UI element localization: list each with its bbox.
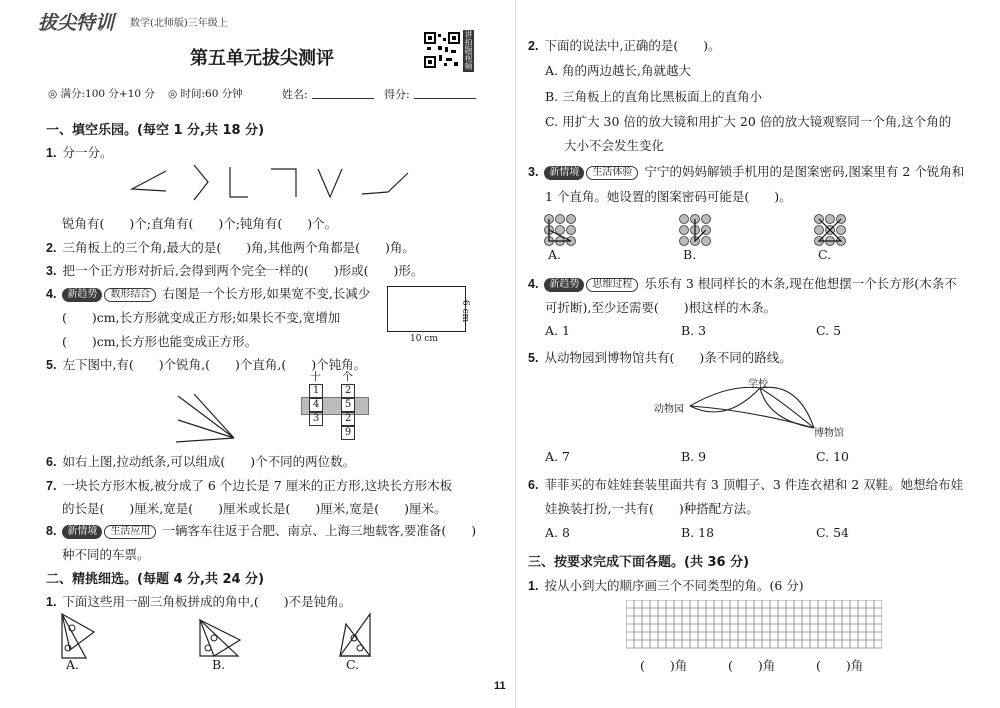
section3-title: 三、按要求完成下面各题。(共 36 分) (528, 555, 750, 570)
q-text: 分一分。 (62, 145, 113, 160)
section2-title: 二、精挑细选。(每题 4 分,共 24 分) (46, 572, 265, 587)
s2-q4-line2: 可折断),至少还需要( )根这样的木条。 (545, 300, 777, 315)
q-text: 右图是一个长方形,如果宽不变,长减少 (162, 286, 371, 301)
s2-q3-option-a[interactable]: A. (548, 247, 562, 262)
q-text: 三角板上的三个角,最大的是( )角,其他两个角都是( )角。 (62, 240, 415, 255)
s2-q6 (528, 475, 963, 493)
s2-q6-line2: 娃换装打扮,一共有( )种搭配方法。 (545, 501, 759, 516)
rectangle-width-label: 6 cm (460, 300, 470, 323)
s1-q1 (46, 143, 112, 161)
tens-label: 十 (310, 370, 321, 383)
brand-logo: 拔尖特训 (38, 12, 115, 34)
page-title: 第五单元拔尖测评 (190, 48, 334, 69)
q-text: 菲菲买的布娃娃套装里面共有 3 顶帽子、3 件连衣裙和 2 双鞋。她想给布娃 (544, 477, 964, 492)
tag-badge: 新趋势 (62, 288, 102, 302)
q-number: 6. (46, 455, 57, 469)
s1-q3[interactable] (46, 261, 423, 279)
q-text: 左下图中,有( )个锐角,( )个直角,( )个钝角。 (62, 357, 367, 372)
tag-badge: 新情境 (62, 525, 102, 539)
s2-q4-option-b[interactable]: B. 3 (681, 323, 707, 338)
tag-badge-sub: 思维过程 (586, 278, 638, 292)
s2-q2-option-b[interactable]: B. 三角板上的直角比黑板面上的直角小 (545, 89, 763, 104)
s2-q1-option-a[interactable]: A. (66, 657, 80, 672)
ones-label: 个 (342, 370, 353, 383)
q-text: 如右上图,拉动纸条,可以组成( )个不同的两位数。 (62, 454, 356, 469)
q-number: 2. (46, 241, 57, 255)
number-strip-figure (295, 368, 373, 443)
drawing-grid[interactable] (626, 600, 882, 652)
s2-q4-option-a[interactable]: A. 1 (545, 323, 570, 338)
q-text: 按从小到大的顺序画三个不同类型的角。(6 分) (544, 578, 804, 593)
s2-q2 (528, 36, 721, 54)
s2-q2-option-a[interactable]: A. 角的两边越长,角就越大 (545, 63, 691, 78)
set-square-figure-b (198, 618, 242, 658)
page-divider (515, 0, 516, 708)
q-number: 7. (46, 479, 57, 493)
q-text: 把一个正方形对折后,会得到两个完全一样的( )形或( )形。 (62, 263, 424, 278)
s2-q1 (46, 592, 351, 610)
s2-q4-option-c[interactable]: C. 5 (816, 323, 842, 338)
s2-q5-option-c[interactable]: C. 10 (816, 449, 849, 464)
q-number: 5. (528, 351, 539, 365)
q-number: 3. (528, 165, 539, 179)
s1-q2[interactable] (46, 238, 415, 256)
angles-figure (128, 163, 413, 203)
score-label: 得分: (384, 88, 410, 101)
label-school: 学校 (748, 379, 768, 390)
s1-q6[interactable] (46, 452, 355, 470)
q-number: 4. (528, 277, 539, 291)
s1-q4[interactable] (46, 284, 370, 302)
s2-q3 (528, 162, 964, 180)
name-label: 姓名: (282, 88, 308, 101)
s3-answer-3[interactable]: ( )角 (816, 658, 864, 673)
time-limit: ◎ 时间:60 分钟 (168, 88, 243, 100)
q-text: 乐乐有 3 根同样长的木条,现在他想摆一个长方形(木条不 (644, 276, 957, 291)
s3-q1 (528, 576, 804, 594)
page-number: 11 (494, 680, 506, 692)
q-number: 8. (46, 524, 57, 538)
q-number: 6. (528, 478, 539, 492)
q-text: 一块长方形木板,被分成了 6 个边长是 7 厘米的正方形,这块长方形木板 (62, 478, 453, 493)
s2-q1-option-b[interactable]: B. (212, 657, 226, 672)
digit-cell: 9 (341, 426, 355, 440)
ones-column[interactable] (341, 384, 355, 440)
q-number: 4. (46, 287, 57, 301)
q-text: 下面这些用一副三角板拼成的角中,( )不是钝角。 (62, 594, 352, 609)
s1-q7[interactable] (46, 476, 452, 494)
set-square-figure-c (336, 612, 372, 658)
s2-q4 (528, 274, 957, 292)
s1-q8[interactable] (46, 521, 476, 539)
s3-answer-2[interactable]: ( )角 (728, 658, 776, 673)
tag-badge: 新趋势 (544, 278, 584, 292)
s2-q1-option-c[interactable]: C. (346, 657, 360, 672)
qr-label: 讲拍题视频 (464, 30, 473, 71)
q-text: 一辆客车往返于合肥、南京、上海三地载客,要准备( ) (162, 523, 477, 538)
s2-q6-option-b[interactable]: B. 18 (681, 525, 715, 540)
digit-cell: 5 (341, 398, 355, 412)
digit-cell: 2 (341, 384, 355, 398)
digit-cell: 1 (309, 384, 323, 398)
q-number: 1. (46, 595, 57, 609)
qr-code-icon (424, 32, 460, 68)
name-field[interactable] (312, 88, 374, 99)
digit-cell: 3 (309, 412, 323, 426)
score-field[interactable] (414, 88, 476, 99)
full-score: ◎ 满分:100 分+10 分 (48, 88, 155, 100)
s1-q4-line3[interactable]: ( )cm,长方形也能变成正方形。 (62, 334, 258, 349)
section1-title: 一、填空乐园。(每空 1 分,共 18 分) (46, 123, 265, 138)
tag-badge-sub: 生活体验 (586, 166, 638, 180)
digit-cell: 4 (309, 398, 323, 412)
s2-q2-option-c-cont: 大小不会发生变化 (564, 138, 665, 153)
set-square-figure-a (60, 612, 96, 660)
label-museum: 博物馆 (814, 428, 844, 439)
s3-answer-1[interactable]: ( )角 (640, 658, 688, 673)
s2-q5 (528, 348, 792, 366)
tens-column[interactable] (309, 384, 323, 426)
q-text: 从动物园到博物馆共有( )条不同的路线。 (544, 350, 792, 365)
q-number: 5. (46, 358, 57, 372)
pattern-lock-a[interactable] (543, 213, 577, 247)
s2-q5-option-a[interactable]: A. 7 (545, 449, 570, 464)
rectangle-length-label: 10 cm (410, 334, 438, 344)
q-number: 3. (46, 264, 57, 278)
s2-q2-option-c[interactable]: C. 用扩大 30 倍的放大镜和用扩大 20 倍的放大镜观察同一个角,这个角的 (545, 114, 952, 129)
s2-q6-option-c[interactable]: C. 54 (816, 525, 849, 540)
s1-q7-line2[interactable]: 的长是( )厘米,宽是( )厘米或长是( )厘米,宽是( )厘米。 (62, 501, 447, 516)
pattern-lock-b[interactable] (678, 213, 712, 247)
q-number: 1. (528, 579, 539, 593)
tag-badge-sub: 数形结合 (104, 288, 156, 302)
s2-q3-line2: 1 个直角。她设置的图案密码可能是( )。 (545, 189, 792, 204)
s1-q8-line2: 种不同的车票。 (62, 547, 150, 562)
subject-label: 数学(北师版)三年级上 (130, 18, 228, 29)
fan-angles-figure (172, 390, 242, 445)
s2-q6-option-a[interactable]: A. 8 (545, 525, 570, 540)
digit-cell: 2 (341, 412, 355, 426)
q-text: 下面的说法中,正确的是( )。 (544, 38, 721, 53)
q-number: 1. (46, 146, 57, 160)
pattern-lock-c[interactable] (813, 213, 847, 247)
label-zoo: 动物园 (654, 404, 684, 415)
q-number: 2. (528, 39, 539, 53)
q-text: 宁宁的妈妈解锁手机用的是图案密码,图案里有 2 个锐角和 (644, 164, 965, 179)
s1-q4-line2[interactable]: ( )cm,长方形就变成正方形;如果长不变,宽增加 (62, 310, 341, 325)
s1-q1-answer[interactable]: 锐角有( )个;直角有( )个;钝角有( )个。 (62, 216, 338, 231)
s2-q3-option-c[interactable]: C. (818, 247, 832, 262)
tag-badge: 新情境 (544, 166, 584, 180)
rectangle-figure (387, 286, 466, 332)
s2-q3-option-b[interactable]: B. (683, 247, 697, 262)
tag-badge-sub: 生活应用 (104, 525, 156, 539)
s2-q5-option-b[interactable]: B. 9 (681, 449, 707, 464)
